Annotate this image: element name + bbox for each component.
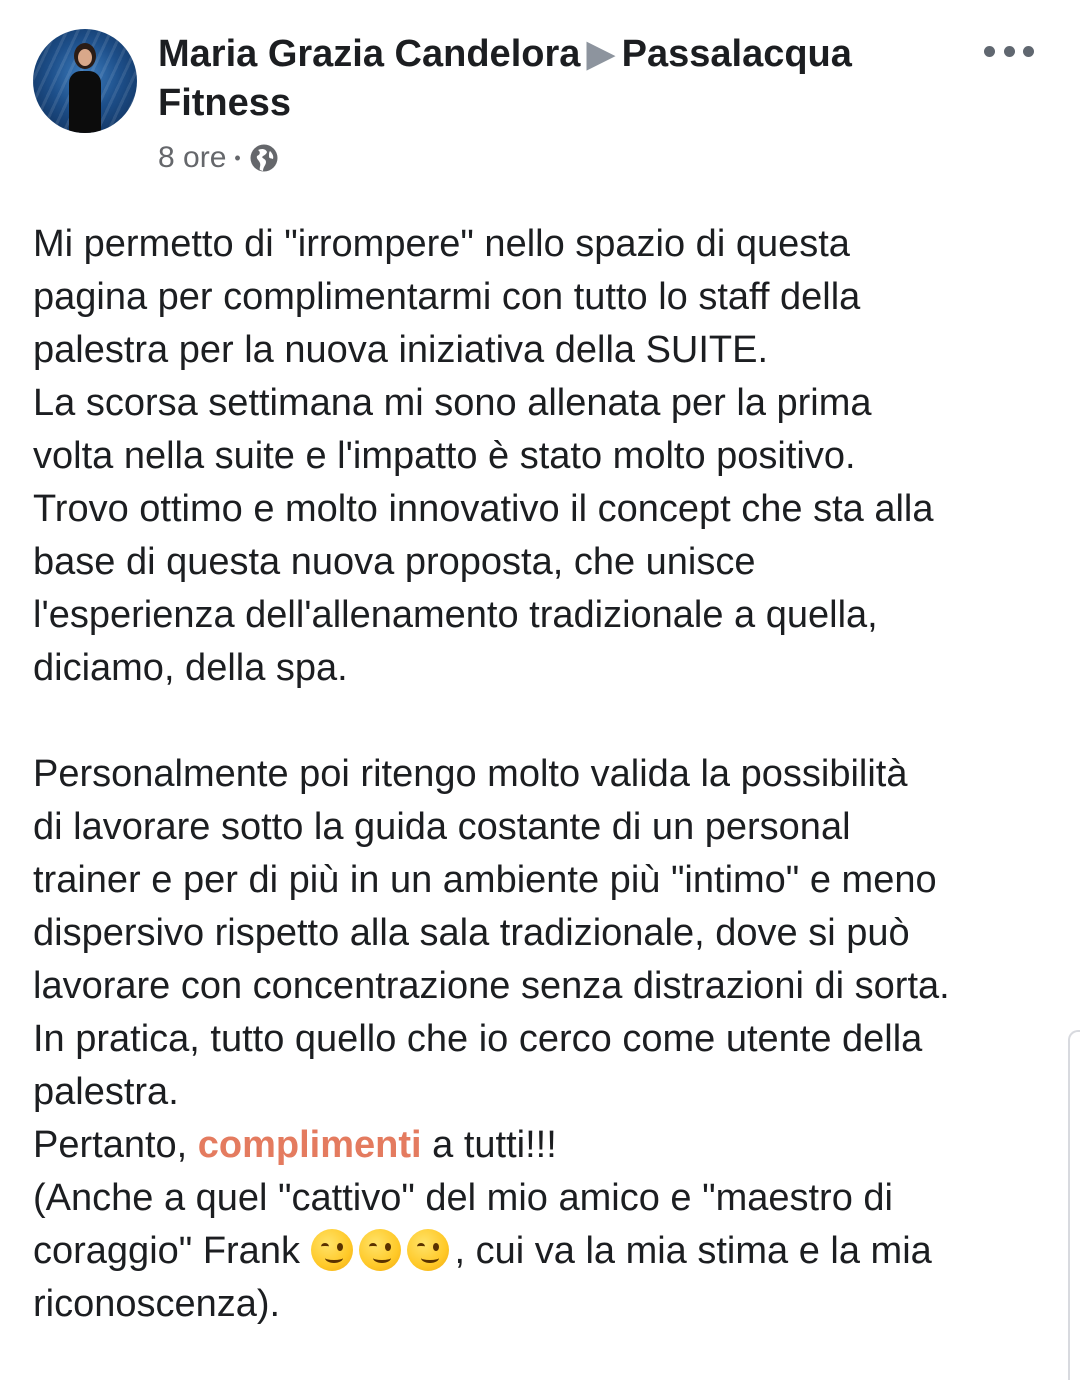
post-meta xyxy=(158,138,279,178)
globe-icon[interactable] xyxy=(249,143,279,173)
smirking-face-emoji xyxy=(311,1229,353,1271)
scroll-edge[interactable] xyxy=(1068,1030,1080,1380)
post-paragraph-1: Mi permetto di "irrompere" nello spazio di questa pagina per complimentarmi con tutto lo staff della palestra per la nuova iniziativa della SUITE. La scorsa settimana mi sono allenata per la prima volta nella suite e l'impatto è stato molto positivo. Trovo ottimo e molto innovativo il concept che sta alla base di questa nuova proposta, che unisce l'esperienza dell'allenamento tradizionale a quella, diciamo, della spa. xyxy=(33,223,934,689)
post-line-pertanto xyxy=(33,1119,1073,1172)
author-avatar[interactable] xyxy=(33,29,137,133)
post-title xyxy=(158,30,938,128)
post-body xyxy=(33,218,1073,1331)
smirking-face-emoji xyxy=(407,1229,449,1271)
post-header xyxy=(0,0,1080,200)
avatar-person-body xyxy=(69,71,101,133)
share-arrow-icon: ▶ xyxy=(586,33,616,75)
more-dot xyxy=(984,46,995,57)
post-line-coraggio xyxy=(33,1225,1073,1278)
more-dot xyxy=(1023,46,1034,57)
complimenti-highlight: complimenti xyxy=(197,1124,422,1166)
post-line-anche: (Anche a quel "cattivo" del mio amico e "maestro di xyxy=(33,1177,893,1219)
avatar-person-face xyxy=(78,49,92,66)
target-page-link[interactable]: Passalacqua Fitness xyxy=(158,33,852,124)
coraggio-text: coraggio" Frank xyxy=(33,1230,311,1272)
coraggio-text-end: , cui va la mia stima e la mia xyxy=(454,1230,932,1272)
pertanto-text-end: a tutti!!! xyxy=(421,1124,557,1166)
meta-separator-dot: • xyxy=(234,148,241,168)
post-timestamp[interactable]: 8 ore xyxy=(158,141,227,174)
post-paragraph-2: Personalmente poi ritengo molto valida la possibilità di lavorare sotto la guida costante di un personal trainer e per di più in un ambiente più "intimo" e meno dispersivo rispetto alla sala tradizionale, dove si può lavorare con concentrazione senza distrazioni di sorta. In pratica, tutto quello che io cerco come utente della palestra. xyxy=(33,753,950,1113)
pertanto-text: Pertanto, xyxy=(33,1124,198,1166)
more-dot xyxy=(1004,46,1015,57)
more-options-icon[interactable] xyxy=(984,36,1034,66)
author-name-link[interactable]: Maria Grazia Candelora xyxy=(158,33,581,75)
smirking-face-emoji xyxy=(359,1229,401,1271)
post-line-last: riconoscenza). xyxy=(33,1283,281,1325)
